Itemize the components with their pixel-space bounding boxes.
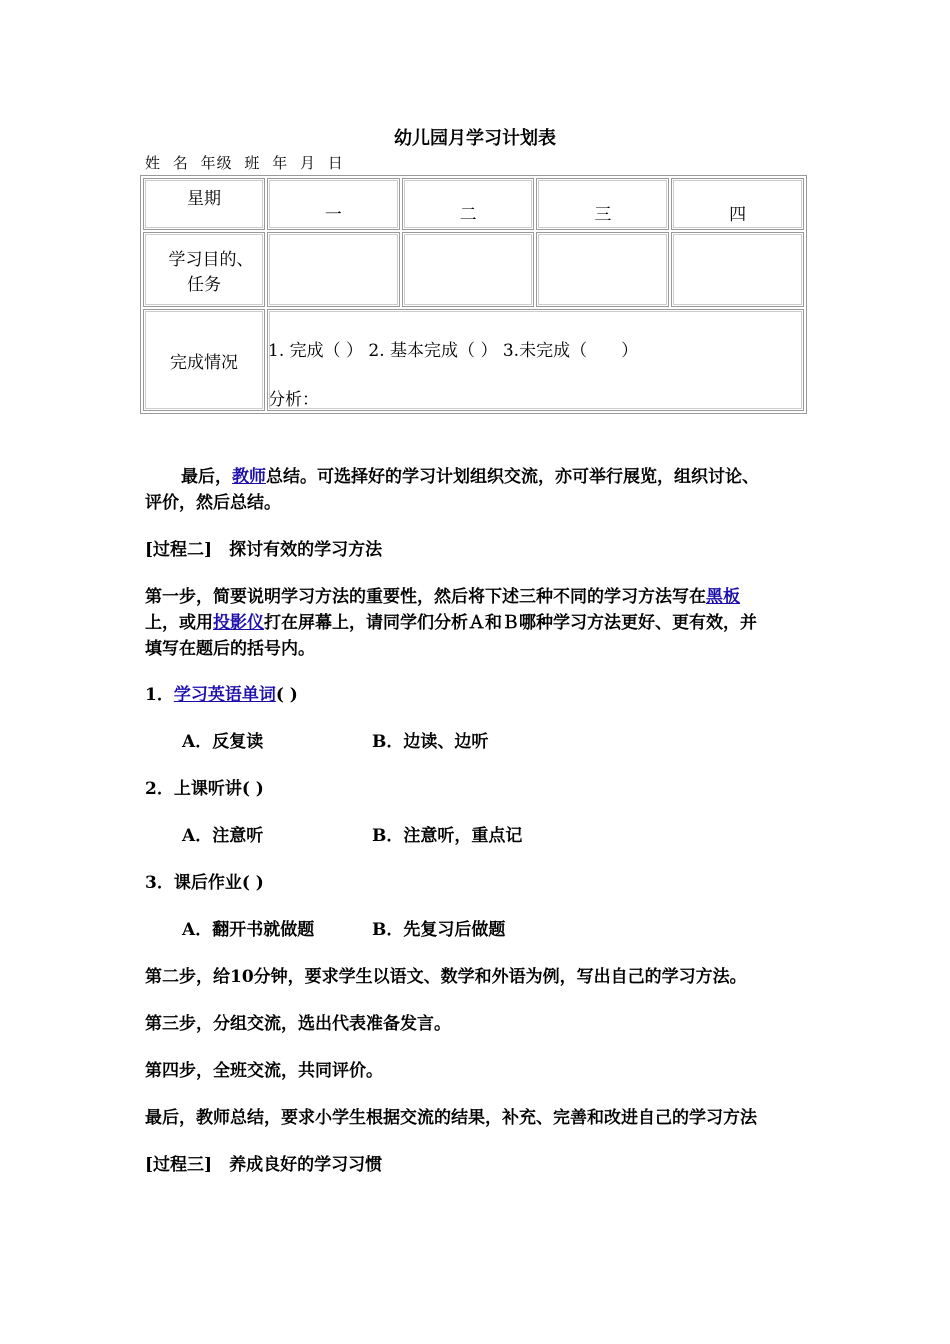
goal-cell (402, 232, 535, 307)
teacher-link[interactable]: 教师 (232, 467, 266, 487)
step1-line1: 第一步，简要说明学习方法的重要性，然后将下述三种不同的学习方法写在黑板 (145, 587, 740, 607)
info-name-2: 名 (172, 154, 189, 172)
goal-label: 学习目的、 任务 (143, 232, 265, 307)
page-title: 幼儿园月学习计划表 (394, 128, 556, 149)
blackboard-link[interactable]: 黑板 (706, 587, 740, 607)
step1-line2: 上，或用投影仪打在屏幕上，请同学们分析Ａ和Ｂ哪种学习方法更好、更有效，并 (145, 613, 757, 633)
step1-line3: 填写在题后的括号内。 (145, 639, 315, 659)
question-2: 2．上课听讲( ) (145, 779, 264, 799)
q1-option-b: B．边读、边听 (372, 732, 489, 752)
weekday-header: 星期 (143, 178, 265, 230)
step-two: 第二步，给10分钟，要求学生以语文、数学和外语为例，写出自己的学习方法。 (145, 967, 747, 987)
q1-option-a: A．反复读 (182, 732, 264, 752)
teacher-summary-line2: 评价，然后总结。 (145, 493, 281, 513)
day-cell: 三 (536, 178, 669, 230)
q2-option-b: B．注意听，重点记 (372, 826, 523, 846)
final-summary: 最后，教师总结，要求小学生根据交流的结果，补充、完善和改进自己的学习方法 (145, 1108, 757, 1128)
plan-table (140, 175, 807, 414)
info-class: 班 (244, 154, 261, 172)
info-day: 日 (327, 154, 344, 172)
q2-option-a: A．注意听 (182, 826, 264, 846)
goal-cell (536, 232, 669, 307)
question-3: 3．课后作业( ) (145, 873, 264, 893)
info-month: 月 (299, 154, 316, 172)
completion-options: 1. 完成（ ） 2. 基本完成（ ） 3.未完成（ ） (268, 341, 639, 361)
section-two-heading: [过程二] 探讨有效的学习方法 (145, 540, 383, 560)
teacher-summary-paragraph: 最后，教师总结。可选择好的学习计划组织交流，亦可举行展览，组织讨论、 (181, 467, 759, 487)
completion-label: 完成情况 (143, 309, 265, 411)
step-three: 第三步，分组交流，选出代表准备发言。 (145, 1014, 451, 1034)
student-info-line (145, 152, 350, 173)
day-cell: 一 (267, 178, 400, 230)
step-four: 第四步，全班交流，共同评价。 (145, 1061, 383, 1081)
q3-option-b: B．先复习后做题 (372, 920, 506, 940)
projector-link[interactable]: 投影仪 (213, 613, 264, 633)
info-grade: 年级 (200, 154, 233, 172)
goal-cell (671, 232, 804, 307)
day-cell: 四 (671, 178, 804, 230)
goal-cell (267, 232, 400, 307)
info-name-1: 姓 (145, 154, 162, 172)
q3-option-a: A．翻开书就做题 (182, 920, 315, 940)
question-1: 1．学习英语单词( ) (145, 685, 298, 705)
completion-cell (267, 309, 804, 411)
info-year: 年 (272, 154, 289, 172)
section-three-heading: [过程三] 养成良好的学习习惯 (145, 1155, 383, 1175)
day-cell: 二 (402, 178, 535, 230)
english-words-link[interactable]: 学习英语单词 (173, 685, 276, 705)
analysis-label: 分析： (268, 390, 319, 410)
